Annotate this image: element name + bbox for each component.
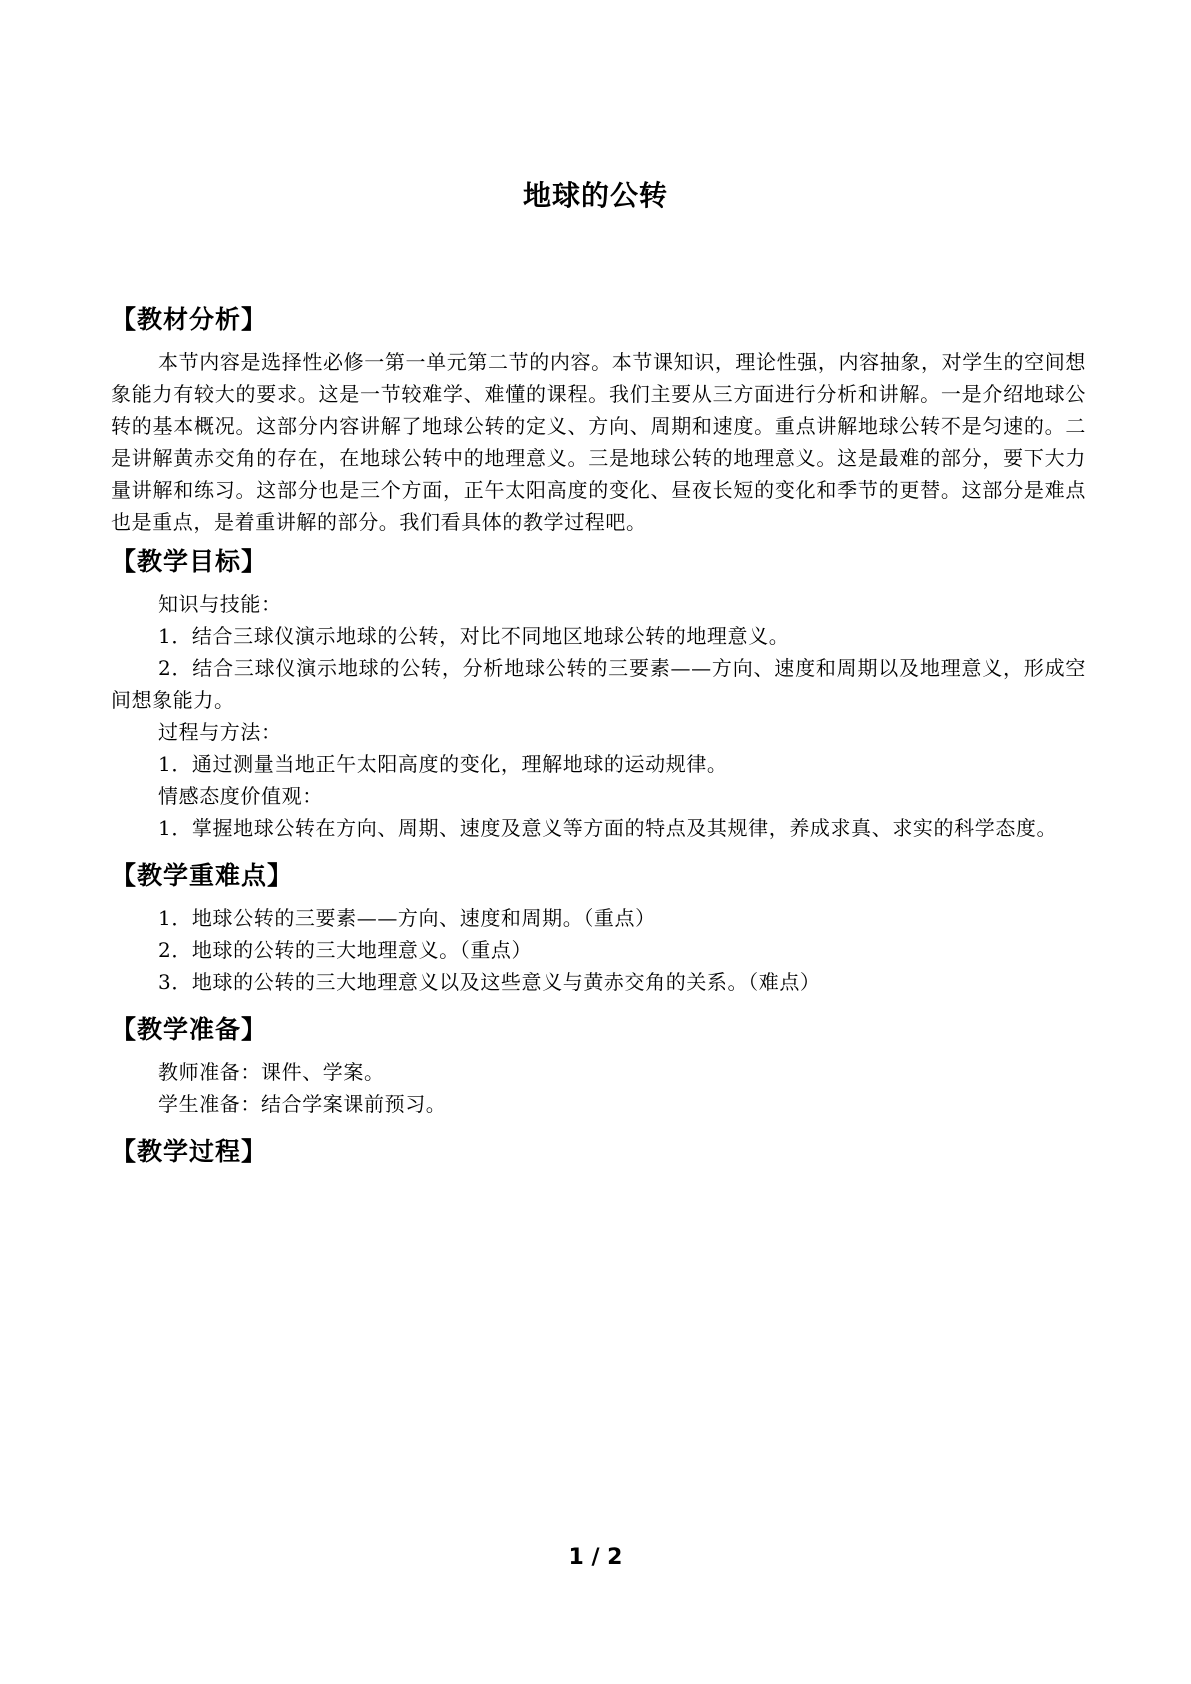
knowledge-item-1: 1．结合三球仪演示地球的公转，对比不同地区地球公转的地理意义。 [158, 624, 790, 648]
knowledge-item-2: 2．结合三球仪演示地球的公转，分析地球公转的三要素——方向、速度和周期以及地理意义，形成空间想象能力。 [111, 656, 1086, 712]
process-label: 过程与方法： [158, 720, 282, 744]
knowledge-label: 知识与技能： [158, 592, 282, 616]
page-number: 1 / 2 [568, 1545, 623, 1570]
section-analysis [111, 300, 1086, 538]
section-keypoints [111, 856, 1086, 998]
keypoint-item-3: 3．地球的公转的三大地理意义以及这些意义与黄赤交角的关系。（难点） [158, 970, 821, 994]
section-heading-process: 【教学过程】 [111, 1137, 268, 1166]
teacher-preparation: 教师准备：课件、学案。 [158, 1060, 385, 1084]
document-title: 地球的公转 [522, 179, 668, 212]
student-preparation: 学生准备：结合学案课前预习。 [158, 1092, 447, 1116]
keypoint-item-2: 2．地球的公转的三大地理意义。（重点） [158, 938, 533, 962]
section-heading-objectives: 【教学目标】 [111, 547, 268, 576]
emotion-item-1: 1．掌握地球公转在方向、周期、速度及意义等方面的特点及其规律，养成求真、求实的科学态度。 [158, 816, 1058, 840]
section-heading-preparation: 【教学准备】 [111, 1015, 268, 1044]
keypoint-item-1: 1．地球公转的三要素——方向、速度和周期。（重点） [158, 906, 656, 930]
section-heading-analysis: 【教材分析】 [111, 305, 268, 334]
analysis-paragraph: 本节内容是选择性必修一第一单元第二节的内容。本节课知识，理论性强，内容抽象，对学生的空间想象能力有较大的要求。这是一节较难学、难懂的课程。我们主要从三方面进行分析和讲解。一是介绍地球公转的基本概况。这部分内容讲解了地球公转的定义、方向、周期和速度。重点讲解地球公转不是匀速的。二是讲解黄赤交角的存在，在地球公转中的地理意义。三是地球公转的地理意义。这是最难的部分，要下大力量讲解和练习。这部分也是三个方面，正午太阳高度的变化、昼夜长短的变化和季节的更替。这部分是难点也是重点，是着重讲解的部分。我们看具体的教学过程吧。 [111, 350, 1086, 534]
section-objectives [111, 542, 1086, 844]
emotion-label: 情感态度价值观： [158, 784, 323, 808]
process-item-1: 1．通过测量当地正午太阳高度的变化，理解地球的运动规律。 [158, 752, 728, 776]
section-heading-keypoints: 【教学重难点】 [111, 861, 294, 890]
section-preparation [111, 1010, 1086, 1120]
document-body [111, 300, 1086, 1184]
section-process [111, 1132, 1086, 1172]
